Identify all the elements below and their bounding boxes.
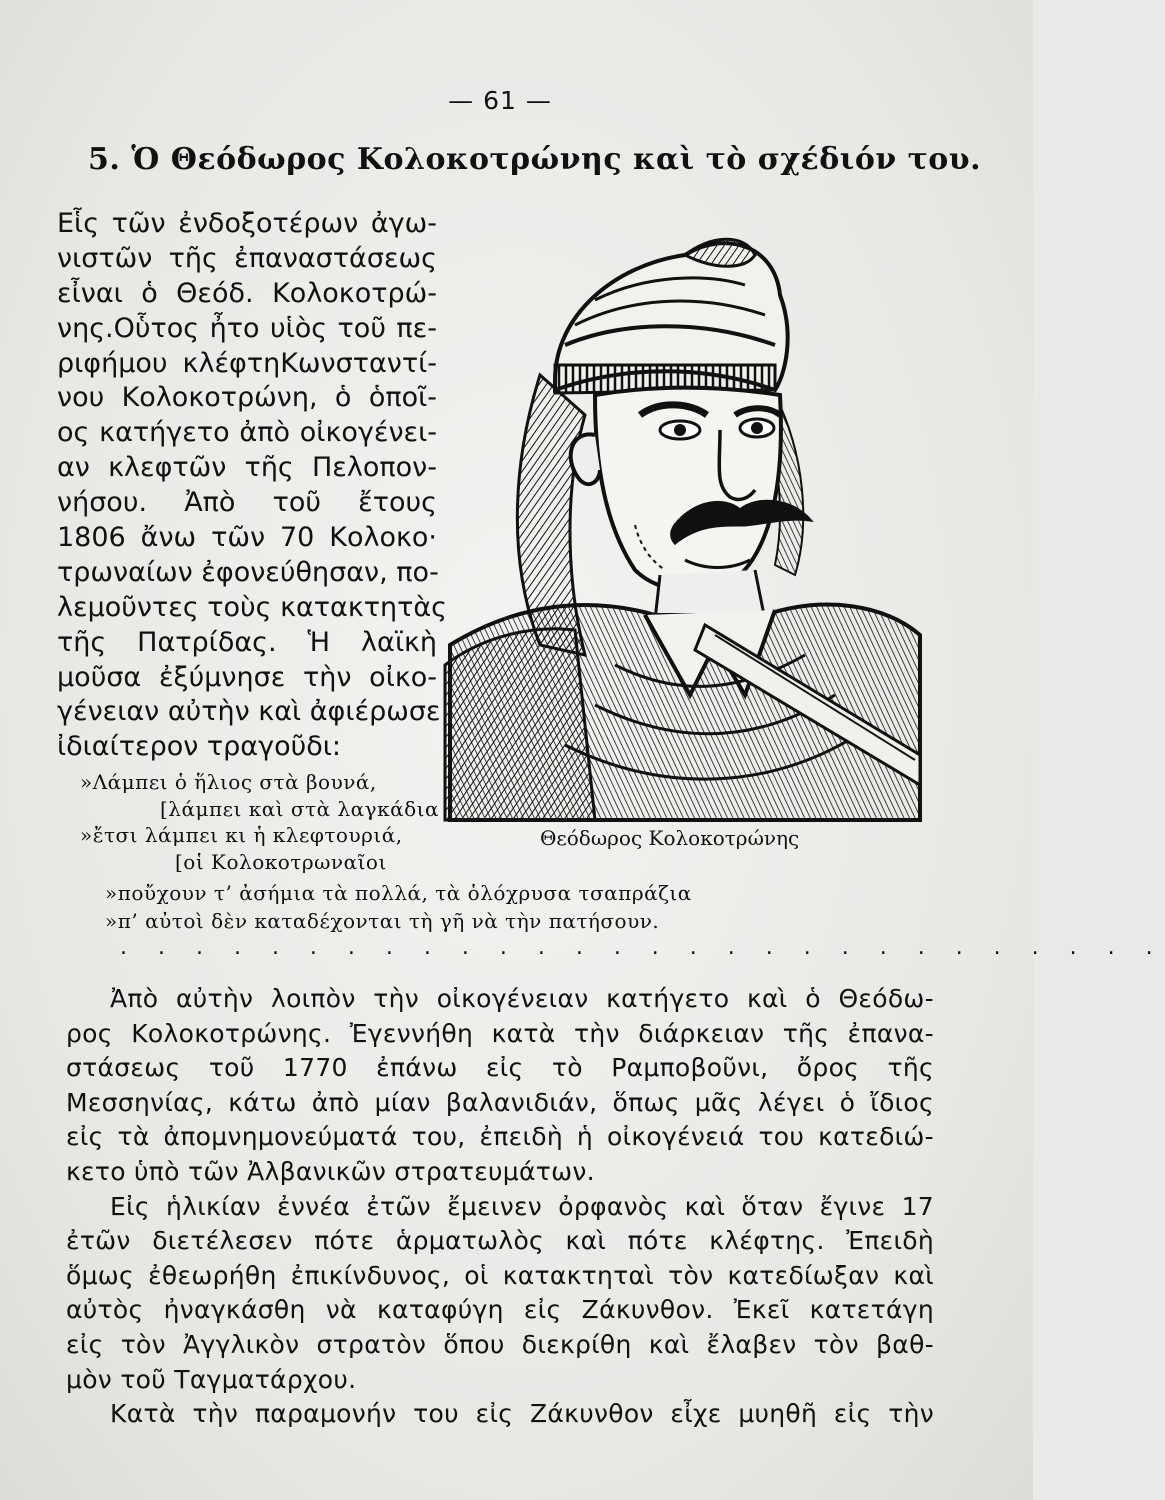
poem-line: »ἔτσι λάμπει κι ἡ κλεφτουριά, [80,823,403,847]
text-line: εἰς τὸν Ἀγγλικὸν στρατὸν ὅπου διεκρίθη καὶ ἔλαβεν τὸν βαθ- [66,1329,934,1359]
text-line: ριφήμου κλέφτηΚωνσταντί- [57,347,437,379]
poem-line: »ποὔχουν τ’ ἀσήμια τὰ πολλά, τὰ ὁλόχρυσα τσαπράζια [105,881,692,905]
poem-line: [λάμπει καὶ στὰ λαγκάδια [160,797,440,821]
text-line: μοῦσα ἐξύμνησε τὴν οἰκο- [57,661,437,693]
text-line: ἰδιαίτερον τραγοῦδι: [57,731,341,763]
text-line: Ἀπὸ αὐτὴν λοιπὸν τὴν οἰκογένειαν κατήγετο καὶ ὁ Θεόδω- [110,984,934,1013]
text-line: στάσεως τοῦ 1770 ἐπάνω εἰς τὸ Ραμποβοῦνι, ὄρος τῆς [66,1053,934,1083]
main-paragraphs [66,982,934,1432]
text-line: 1806 ἄνω τῶν 70 Κολοκο· [57,522,437,554]
text-line: Εἰς ἡλικίαν ἐννέα ἐτῶν ἔμεινεν ὀρφανὸς καὶ ὅταν ἔγινε 17 [110,1191,934,1221]
text-line: μὸν τοῦ Ταγματάρχου. [66,1364,357,1394]
text-line: Κατὰ τὴν παραμονήν του εἰς Ζάκυνθον εἶχε μυηθῆ εἰς τὴν [110,1399,934,1429]
portrait-illustration [445,225,920,820]
portrait-caption: Θεόδωρος Κολοκοτρώνης [540,826,800,850]
intro-paragraph [57,207,448,765]
text-line: τῆς Πατρίδας. Ἡ λαϊκὴ [57,626,437,658]
poem-line: [οἱ Κολοκοτρωναῖοι [175,850,387,874]
text-line: αὐτὸς ἠναγκάσθη νὰ καταφύγη εἰς Ζάκυνθον. Ἐκεῖ κατετάγη [66,1295,934,1325]
text-line: νιστῶν τῆς ἐπαναστάσεως [57,242,437,274]
text-line: τρωναίων ἐφονεύθησαν, πο- [57,556,439,588]
text-line: ος κατήγετο ἀπὸ οἰκογένει- [57,417,437,449]
text-line: εἶναι ὁ Θεόδ. Κολοκοτρώ- [57,277,437,309]
text-line: ἐτῶν διετέλεσεν πότε ἁρματωλὸς καὶ πότε κλέφτης. Ἐπειδὴ [66,1226,934,1256]
text-line: νήσου. Ἀπὸ τοῦ ἔτους [57,487,437,519]
text-line: νου Κολοκοτρώνη, ὁ ὁποῖ- [57,382,437,414]
chapter-title: 5. Ὁ Θεόδωρος Κολοκοτρώνης καὶ τὸ σχέδιόν του. [88,142,982,177]
poem-line: »Λάμπει ὁ ἥλιος στὰ βουνά, [80,770,377,794]
text-line: αν κλεφτῶν τῆς Πελοπον- [57,452,437,484]
text-line: ρος Κολοκοτρώνης. Ἐγεννήθη κατὰ τὴν διάρκειαν τῆς ἐπανα- [66,1018,934,1048]
text-line: Εἷς τῶν ἐνδοξοτέρων ἀγω- [57,208,437,239]
poem-line: »π’ αὐτοὶ δὲν καταδέχονται τὴ γῆ νὰ τὴν πατήσουν. [105,909,660,933]
text-line: Μεσσηνίας, κάτω ἀπὸ μίαν βαλανιδιάν, ὅπως μᾶς λέγει ὁ ἴδιος [66,1087,934,1117]
text-line: ὅμως ἐθεωρήθη ἐπικίνδυνος, οἱ κατακτηταὶ τὸν κατεδίωξαν καὶ [66,1260,934,1290]
separator-dots: . . . . . . . . . . . . . . . . . . . . . . . . . . . . [120,935,1165,960]
text-line: λεμοῦντες τοὺς κατακτητὰς [57,591,448,623]
text-line: κετο ὑπὸ τῶν Ἀλβανικῶν στρατευμάτων. [66,1156,595,1186]
page-number: — 61 — [448,86,552,115]
text-line: νης.Οὗτος ἦτο υἱὸς τοῦ πε- [57,312,437,344]
text-line: εἰς τὰ ἀπομνημονεύματά του, ἐπειδὴ ἡ οἰκογένειά του κατεδιώ- [66,1122,934,1152]
text-line: γένειαν αὐτὴν καὶ ἀφιέρωσε [57,696,441,728]
